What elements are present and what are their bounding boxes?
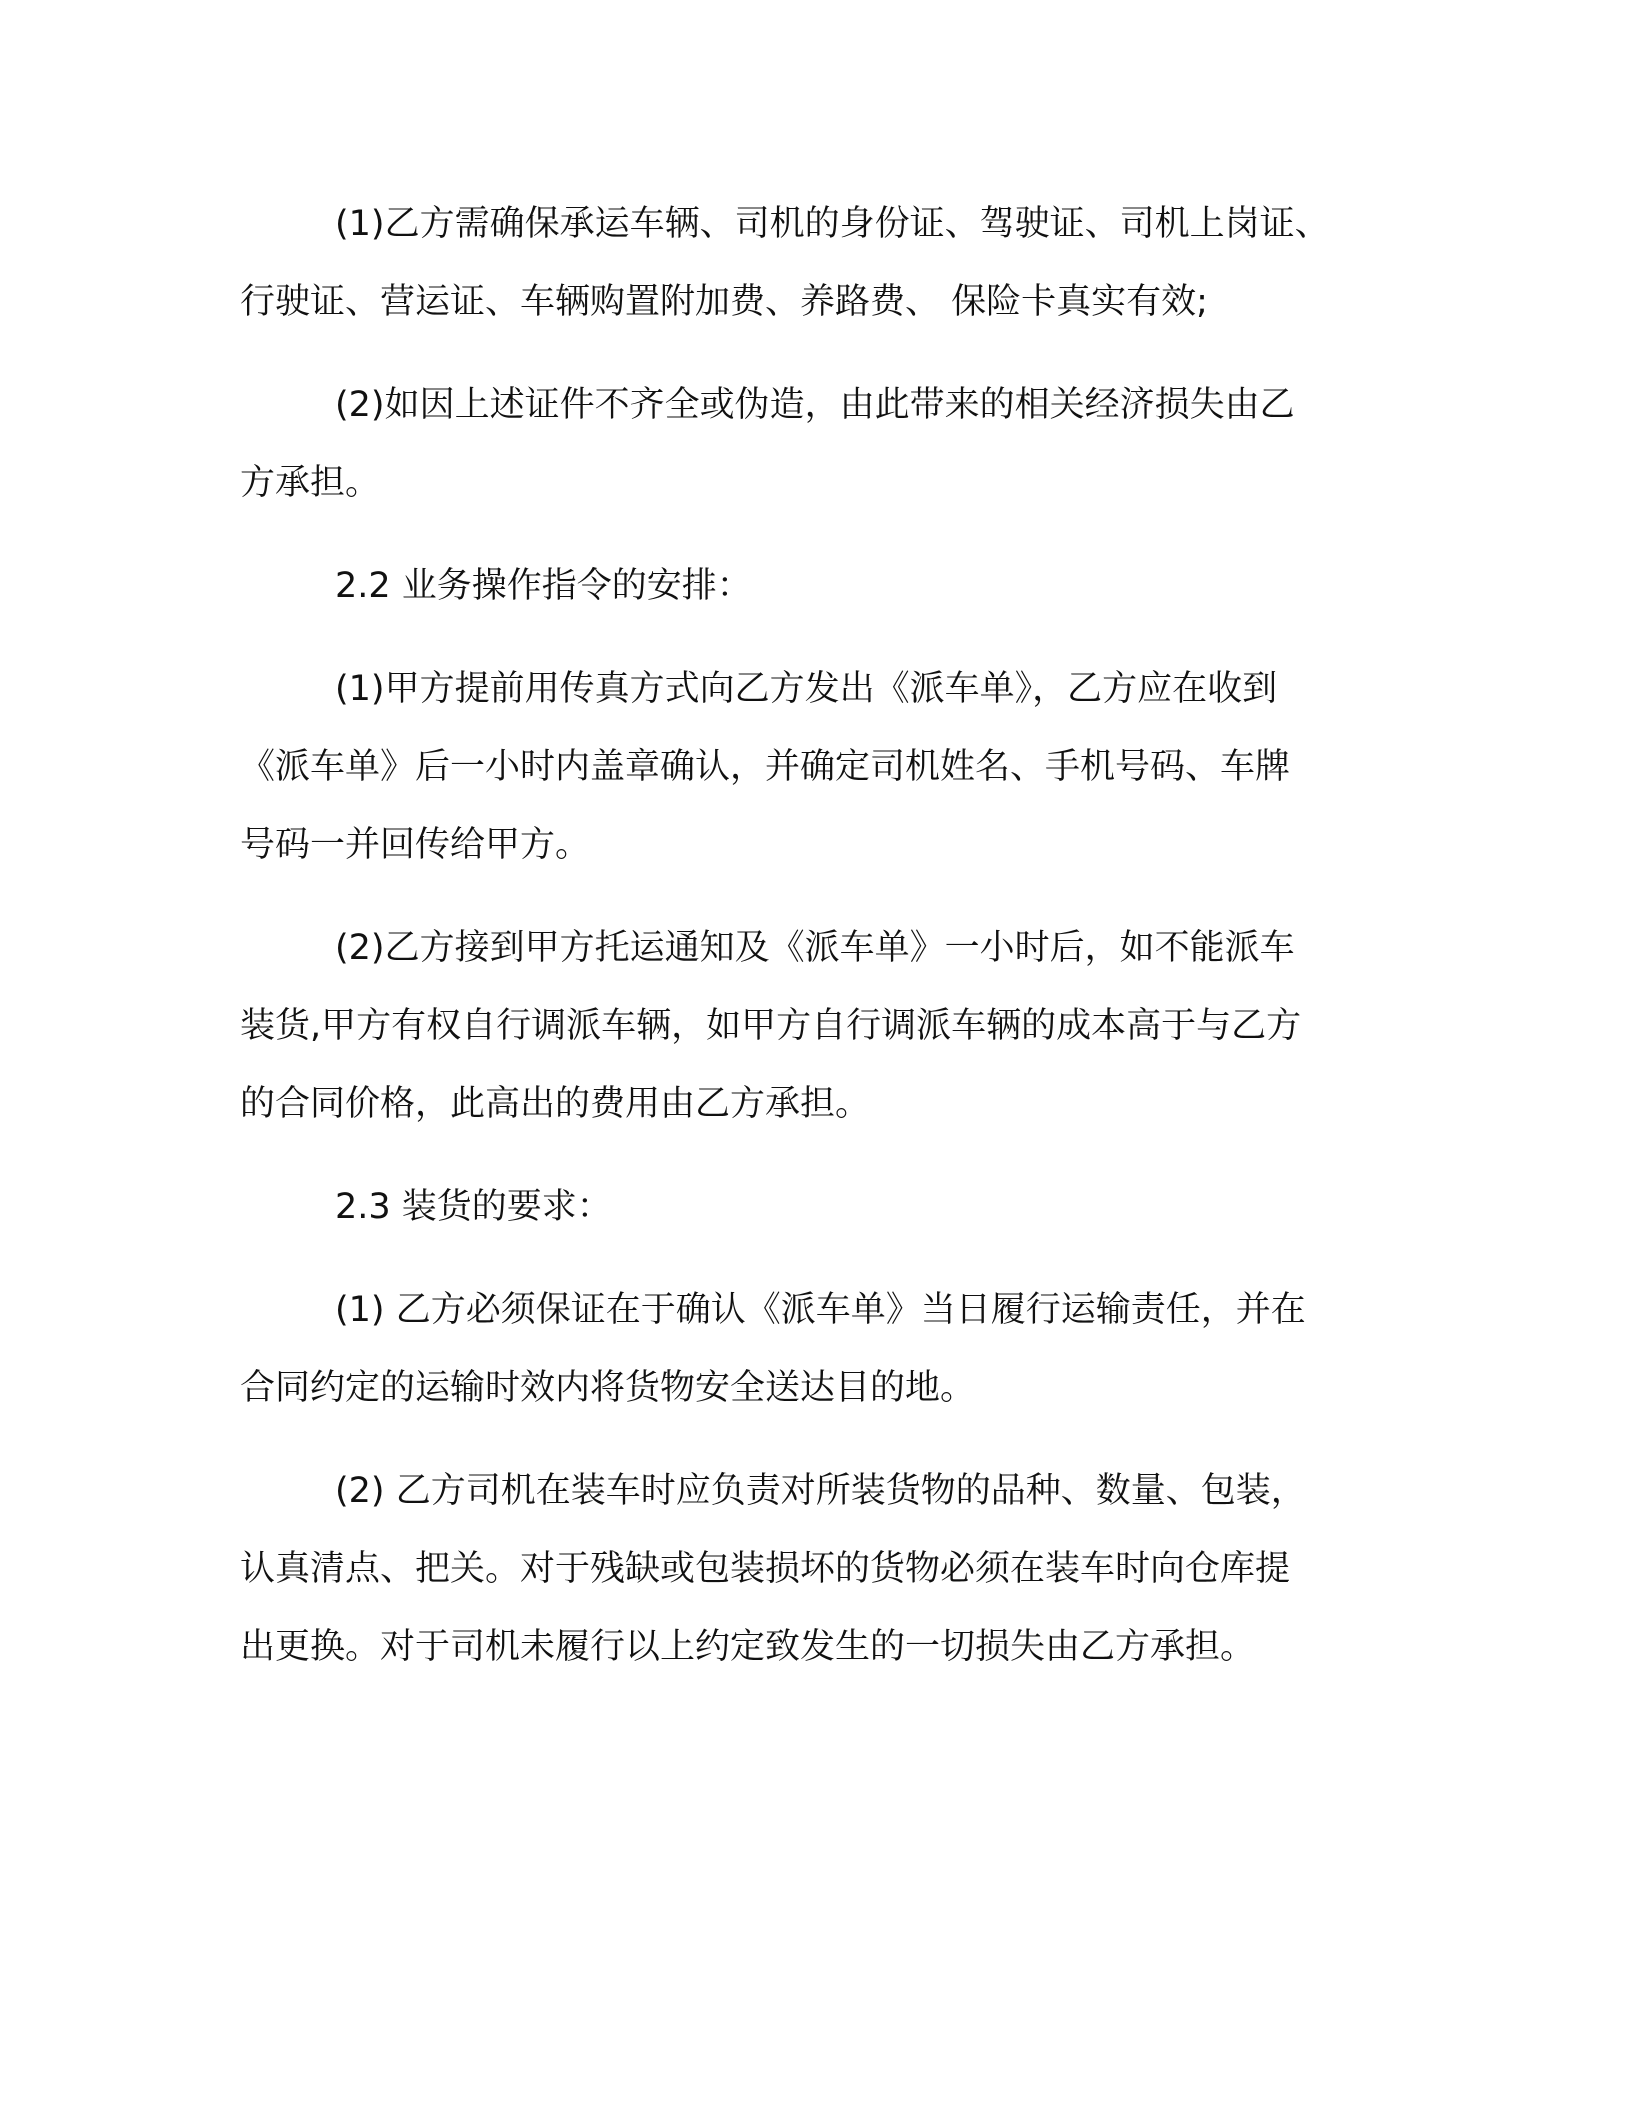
text-line: 认真清点、把关。对于残缺或包装损坏的货物必须在装车时向仓库提 [240,1549,1291,1589]
document-body [240,185,1375,1711]
paragraph-loading-check [240,1452,1375,1686]
text-line: (2)乙方接到甲方托运通知及《派车单》一小时后，如不能派车 [335,928,1295,968]
heading-text: 2.2 业务操作指令的安排： [335,566,752,606]
paragraph-transport-responsibility [240,1271,1375,1427]
paragraph-dispatch-delay [240,909,1375,1143]
paragraph-dispatch-order [240,650,1375,884]
text-line: (1)乙方需确保承运车辆、司机的身份证、驾驶证、司机上岗证、 [335,204,1330,244]
text-line: (2) 乙方司机在装车时应负责对所装货物的品种、数量、包装， [335,1471,1306,1511]
text-line: 方承担。 [240,463,381,503]
paragraph-forged-documents [240,366,1375,522]
heading-text: 2.3 装货的要求： [335,1187,612,1227]
text-line: (2)如因上述证件不齐全或伪造，由此带来的相关经济损失由乙 [335,385,1295,425]
text-line: 合同约定的运输时效内将货物安全送达目的地。 [240,1368,976,1408]
text-line: 出更换。对于司机未履行以上约定致发生的一切损失由乙方承担。 [240,1627,1256,1667]
text-line: (1)甲方提前用传真方式向乙方发出《派车单》，乙方应在收到 [335,669,1278,709]
text-line: 行驶证、营运证、车辆购置附加费、养路费、 保险卡真实有效; [240,282,1208,322]
text-line: 装货,甲方有权自行调派车辆，如甲方自行调派车辆的成本高于与乙方 [240,1006,1302,1046]
text-line: (1) 乙方必须保证在于确认《派车单》当日履行运输责任，并在 [335,1290,1306,1330]
text-line: 的合同价格，此高出的费用由乙方承担。 [240,1084,871,1124]
paragraph-vehicle-documents [240,185,1375,341]
section-heading-2-2 [240,547,1375,625]
text-line: 《派车单》后一小时内盖章确认，并确定司机姓名、手机号码、车牌 [240,747,1291,787]
section-heading-2-3 [240,1168,1375,1246]
text-line: 号码一并回传给甲方。 [240,825,591,865]
